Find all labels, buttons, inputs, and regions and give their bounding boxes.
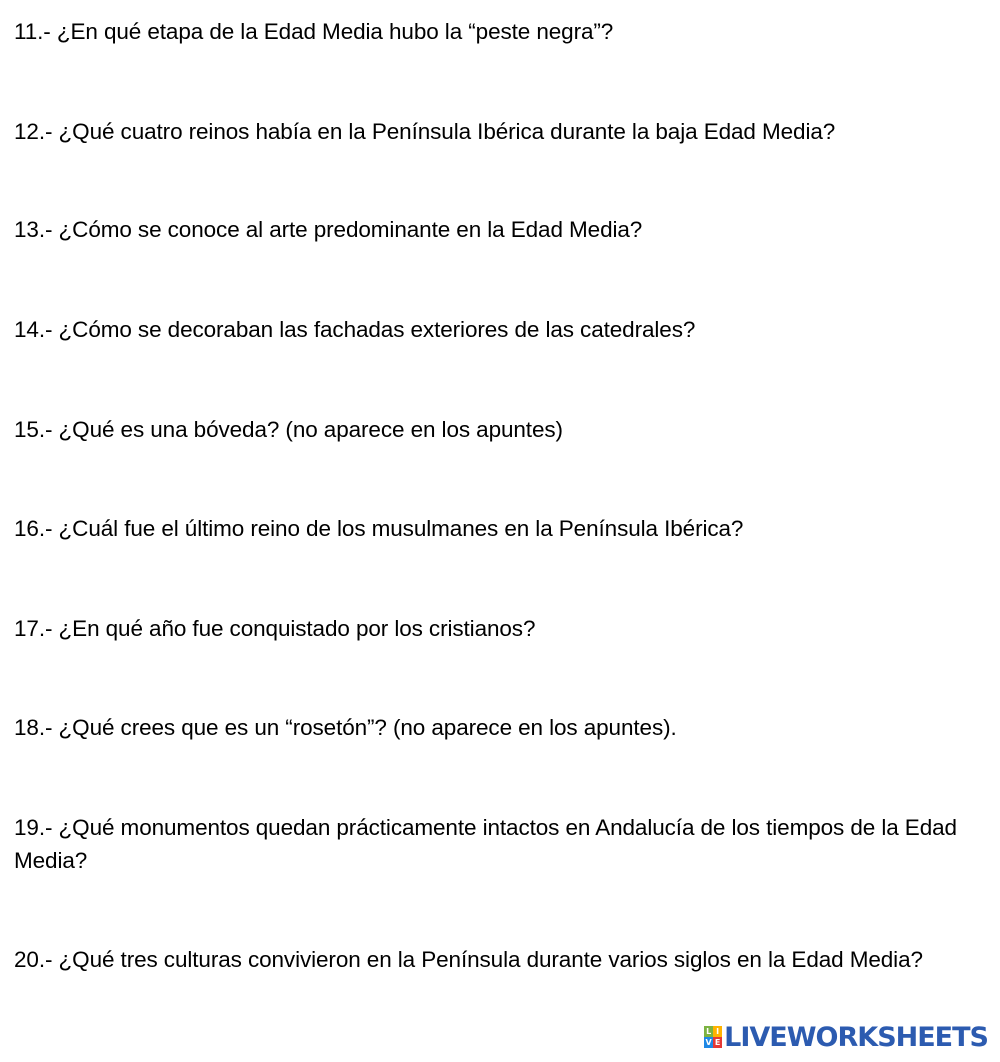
question-17: 17.- ¿En qué año fue conquistado por los cristianos? [14,616,536,641]
question-14: 14.- ¿Cómo se decoraban las fachadas exteriores de las catedrales? [14,317,696,342]
question-13: 13.- ¿Cómo se conoce al arte predominante en la Edad Media? [14,217,643,242]
question-19: 19.- ¿Qué monumentos quedan prácticamente intactos en Andalucía de los tiempos de la Edad Media? [14,815,957,873]
liveworksheets-brand [704,1021,988,1053]
logo-letter-v: V [705,1038,712,1047]
brand-name: LIVEWORKSHEETS [724,1021,988,1053]
logo-letter-l: L [706,1027,712,1036]
liveworksheets-logo-icon [704,1026,722,1048]
logo-letter-e: E [714,1038,721,1047]
question-12: 12.- ¿Qué cuatro reinos había en la Península Ibérica durante la baja Edad Media? [14,119,836,144]
question-15: 15.- ¿Qué es una bóveda? (no aparece en los apuntes) [14,417,563,442]
question-11: 11.- ¿En qué etapa de la Edad Media hubo la “peste negra”? [14,19,614,44]
question-20: 20.- ¿Qué tres culturas convivieron en la Península durante varios siglos en la Edad Media? [14,947,923,972]
question-18: 18.- ¿Qué crees que es un “rosetón”? (no aparece en los apuntes). [14,715,677,740]
logo-letter-i: I [713,1026,722,1037]
question-16: 16.- ¿Cuál fue el último reino de los musulmanes en la Península Ibérica? [14,516,744,541]
